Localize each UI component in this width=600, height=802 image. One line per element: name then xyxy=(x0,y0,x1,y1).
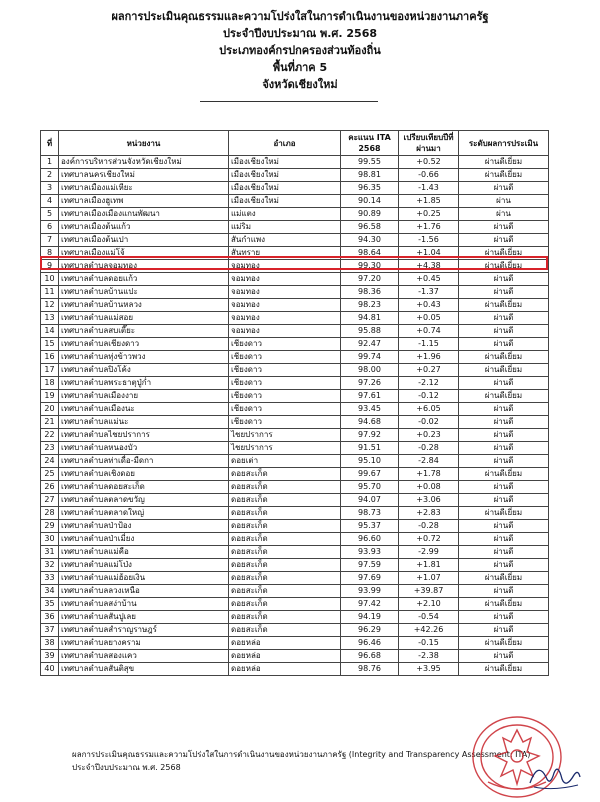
compare-value: -0.12 xyxy=(399,390,459,403)
district-name: ดอยสะเก็ด xyxy=(229,598,341,611)
ita-score: 95.88 xyxy=(341,325,399,338)
compare-value: +42.26 xyxy=(399,624,459,637)
table-row xyxy=(41,221,549,234)
table-row xyxy=(41,520,549,533)
agency-name: เทศบาลเมืองฮูเทพ xyxy=(59,195,229,208)
row-number: 28 xyxy=(41,507,59,520)
compare-value: -1.43 xyxy=(399,182,459,195)
assessment-level: ผ่านดี xyxy=(459,429,549,442)
compare-value: +0.27 xyxy=(399,364,459,377)
row-number: 18 xyxy=(41,377,59,390)
district-name: ดอยสะเก็ด xyxy=(229,520,341,533)
ita-score: 96.35 xyxy=(341,182,399,195)
table-row xyxy=(41,377,549,390)
ita-score: 96.60 xyxy=(341,533,399,546)
row-number: 16 xyxy=(41,351,59,364)
row-number: 2 xyxy=(41,169,59,182)
compare-value: +0.25 xyxy=(399,208,459,221)
table-row xyxy=(41,429,549,442)
title-line-1: ผลการประเมินคุณธรรมและความโปร่งใสในการดำเนินงานของหน่วยงานภาครัฐ xyxy=(111,10,489,23)
ita-score: 94.81 xyxy=(341,312,399,325)
assessment-level: ผ่านดี xyxy=(459,455,549,468)
table-row xyxy=(41,260,549,273)
row-number: 1 xyxy=(41,156,59,169)
assessment-level: ผ่านดี xyxy=(459,481,549,494)
row-number: 9 xyxy=(41,260,59,273)
agency-name: เทศบาลตำบลปิงโค้ง xyxy=(59,364,229,377)
ita-score: 95.10 xyxy=(341,455,399,468)
title-line-2: ประจำปีงบประมาณ พ.ศ. 2568 xyxy=(222,27,378,40)
compare-value: -2.99 xyxy=(399,546,459,559)
assessment-level: ผ่านดี xyxy=(459,403,549,416)
table-row xyxy=(41,455,549,468)
table-row xyxy=(41,234,549,247)
district-name: เชียงดาว xyxy=(229,377,341,390)
table-row xyxy=(41,533,549,546)
row-number: 21 xyxy=(41,416,59,429)
assessment-level: ผ่านดี xyxy=(459,494,549,507)
agency-name: เทศบาลตำบลจอมทอง xyxy=(59,260,229,273)
district-name: ดอยสะเก็ด xyxy=(229,559,341,572)
district-name: สันกำแพง xyxy=(229,234,341,247)
compare-value: -1.56 xyxy=(399,234,459,247)
district-name: จอมทอง xyxy=(229,299,341,312)
district-name: เมืองเชียงใหม่ xyxy=(229,182,341,195)
row-number: 23 xyxy=(41,442,59,455)
assessment-level: ผ่านดี xyxy=(459,585,549,598)
ita-score: 93.99 xyxy=(341,585,399,598)
agency-name: เทศบาลตำบลลวงเหนือ xyxy=(59,585,229,598)
table-row xyxy=(41,390,549,403)
assessment-level: ผ่านดี xyxy=(459,559,549,572)
ita-score: 99.30 xyxy=(341,260,399,273)
row-number: 38 xyxy=(41,637,59,650)
district-name: จอมทอง xyxy=(229,273,341,286)
agency-name: เทศบาลตำบลยางคราม xyxy=(59,637,229,650)
assessment-level: ผ่านดีเยี่ยม xyxy=(459,364,549,377)
assessment-level: ผ่านดี xyxy=(459,273,549,286)
col-header-no: ที่ xyxy=(41,131,59,156)
row-number: 32 xyxy=(41,559,59,572)
ita-score: 96.46 xyxy=(341,637,399,650)
district-name: ดอยหล่อ xyxy=(229,637,341,650)
compare-value: +0.72 xyxy=(399,533,459,546)
ita-score: 98.81 xyxy=(341,169,399,182)
row-number: 20 xyxy=(41,403,59,416)
district-name: เมืองเชียงใหม่ xyxy=(229,195,341,208)
agency-name: เทศบาลตำบลสองแคว xyxy=(59,650,229,663)
compare-value: -2.12 xyxy=(399,377,459,390)
assessment-level: ผ่านดีเยี่ยม xyxy=(459,637,549,650)
ita-score: 94.68 xyxy=(341,416,399,429)
compare-value: +0.08 xyxy=(399,481,459,494)
district-name: ดอยสะเก็ด xyxy=(229,546,341,559)
ita-score: 93.93 xyxy=(341,546,399,559)
ita-score: 95.37 xyxy=(341,520,399,533)
assessment-level: ผ่าน xyxy=(459,195,549,208)
compare-value: +3.06 xyxy=(399,494,459,507)
agency-name: เทศบาลเมืองแม่เหียะ xyxy=(59,182,229,195)
table-body xyxy=(41,156,549,676)
title-line-3: ประเภทองค์กรปกครองส่วนท้องถิ่น xyxy=(219,44,381,57)
compare-value: +2.83 xyxy=(399,507,459,520)
district-name: เชียงดาว xyxy=(229,338,341,351)
col-header-agency: หน่วยงาน xyxy=(59,131,229,156)
footer-line-1: ผลการประเมินคุณธรรมและความโปร่งใสในการดำเนินงานของหน่วยงานภาครัฐ (Integrity and Transparency Assessment: ITA) xyxy=(72,750,531,759)
row-number: 33 xyxy=(41,572,59,585)
compare-value: -1.15 xyxy=(399,338,459,351)
assessment-level: ผ่านดี xyxy=(459,416,549,429)
ita-score: 94.19 xyxy=(341,611,399,624)
assessment-level: ผ่านดี xyxy=(459,325,549,338)
ita-score: 98.23 xyxy=(341,299,399,312)
table-row xyxy=(41,286,549,299)
results-table xyxy=(40,130,549,676)
row-number: 39 xyxy=(41,650,59,663)
agency-name: เทศบาลตำบลพระธาตุปู่ก่ำ xyxy=(59,377,229,390)
ita-score: 93.45 xyxy=(341,403,399,416)
ita-score: 96.68 xyxy=(341,650,399,663)
district-name: ดอยเต่า xyxy=(229,455,341,468)
agency-name: เทศบาลตำบลท่าเดื่อ-มืดกา xyxy=(59,455,229,468)
table-row xyxy=(41,156,549,169)
ita-score: 99.67 xyxy=(341,468,399,481)
assessment-level: ผ่านดี xyxy=(459,286,549,299)
compare-value: +0.43 xyxy=(399,299,459,312)
ita-score: 97.42 xyxy=(341,598,399,611)
assessment-level: ผ่านดีเยี่ยม xyxy=(459,351,549,364)
table-row xyxy=(41,351,549,364)
district-name: ดอยสะเก็ด xyxy=(229,611,341,624)
district-name: เชียงดาว xyxy=(229,403,341,416)
assessment-level: ผ่านดีเยี่ยม xyxy=(459,507,549,520)
table-row xyxy=(41,416,549,429)
agency-name: เทศบาลตำบลสำราญราษฎร์ xyxy=(59,624,229,637)
row-number: 25 xyxy=(41,468,59,481)
district-name: แม่ริม xyxy=(229,221,341,234)
assessment-level: ผ่านดี xyxy=(459,221,549,234)
row-number: 24 xyxy=(41,455,59,468)
compare-value: +0.45 xyxy=(399,273,459,286)
district-name: ดอยหล่อ xyxy=(229,650,341,663)
ita-score: 98.73 xyxy=(341,507,399,520)
row-number: 6 xyxy=(41,221,59,234)
table-row xyxy=(41,559,549,572)
compare-value: +39.87 xyxy=(399,585,459,598)
row-number: 11 xyxy=(41,286,59,299)
agency-name: เทศบาลเมืองต้นเปา xyxy=(59,234,229,247)
compare-value: +1.81 xyxy=(399,559,459,572)
assessment-level: ผ่านดีเยี่ยม xyxy=(459,299,549,312)
compare-value: -0.28 xyxy=(399,442,459,455)
table-row xyxy=(41,611,549,624)
district-name: ไชยปราการ xyxy=(229,442,341,455)
assessment-level: ผ่านดี xyxy=(459,546,549,559)
row-number: 30 xyxy=(41,533,59,546)
row-number: 3 xyxy=(41,182,59,195)
assessment-level: ผ่านดี xyxy=(459,520,549,533)
agency-name: เทศบาลตำบลแม่ฮ้อยเงิน xyxy=(59,572,229,585)
row-number: 10 xyxy=(41,273,59,286)
table-row xyxy=(41,182,549,195)
agency-name: เทศบาลตำบลแม่นะ xyxy=(59,416,229,429)
assessment-level: ผ่านดี xyxy=(459,624,549,637)
table-row xyxy=(41,208,549,221)
agency-name: องค์การบริหารส่วนจังหวัดเชียงใหม่ xyxy=(59,156,229,169)
row-number: 4 xyxy=(41,195,59,208)
assessment-level: ผ่านดีเยี่ยม xyxy=(459,468,549,481)
row-number: 35 xyxy=(41,598,59,611)
assessment-level: ผ่านดีเยี่ยม xyxy=(459,390,549,403)
table-row xyxy=(41,299,549,312)
title-line-5: จังหวัดเชียงใหม่ xyxy=(262,78,338,91)
row-number: 36 xyxy=(41,611,59,624)
compare-value: -0.66 xyxy=(399,169,459,182)
compare-value: +3.95 xyxy=(399,663,459,676)
agency-name: เทศบาลตำบลแม่โป่ง xyxy=(59,559,229,572)
compare-value: +6.05 xyxy=(399,403,459,416)
compare-value: -2.38 xyxy=(399,650,459,663)
agency-name: เทศบาลตำบลตลาดใหญ่ xyxy=(59,507,229,520)
district-name: เมืองเชียงใหม่ xyxy=(229,156,341,169)
ita-score: 96.58 xyxy=(341,221,399,234)
agency-name: เทศบาลตำบลป่าเมี่ยง xyxy=(59,533,229,546)
table-row xyxy=(41,325,549,338)
district-name: ดอยสะเก็ด xyxy=(229,494,341,507)
table-row xyxy=(41,247,549,260)
compare-value: +1.76 xyxy=(399,221,459,234)
row-number: 19 xyxy=(41,390,59,403)
compare-value: -2.84 xyxy=(399,455,459,468)
compare-value: +0.52 xyxy=(399,156,459,169)
row-number: 17 xyxy=(41,364,59,377)
table-row xyxy=(41,572,549,585)
district-name: เชียงดาว xyxy=(229,390,341,403)
compare-value: +1.04 xyxy=(399,247,459,260)
agency-name: เทศบาลตำบลดอยแก้ว xyxy=(59,273,229,286)
assessment-level: ผ่านดี xyxy=(459,533,549,546)
row-number: 34 xyxy=(41,585,59,598)
district-name: ดอยสะเก็ด xyxy=(229,624,341,637)
compare-value: -1.37 xyxy=(399,286,459,299)
assessment-level: ผ่านดี xyxy=(459,611,549,624)
agency-name: เทศบาลตำบลเมืองงาย xyxy=(59,390,229,403)
ita-score: 98.36 xyxy=(341,286,399,299)
agency-name: เทศบาลตำบลป่าป้อง xyxy=(59,520,229,533)
table-row xyxy=(41,468,549,481)
row-number: 31 xyxy=(41,546,59,559)
agency-name: เทศบาลนครเชียงใหม่ xyxy=(59,169,229,182)
agency-name: เทศบาลตำบลไชยปราการ xyxy=(59,429,229,442)
assessment-level: ผ่านดีเยี่ยม xyxy=(459,663,549,676)
table-header-row xyxy=(41,131,549,156)
table-row xyxy=(41,442,549,455)
assessment-level: ผ่านดีเยี่ยม xyxy=(459,169,549,182)
compare-value: +1.96 xyxy=(399,351,459,364)
compare-value: -0.02 xyxy=(399,416,459,429)
col-header-score: คะแนน ITA 2568 xyxy=(341,131,399,156)
compare-value: -0.15 xyxy=(399,637,459,650)
table-row xyxy=(41,312,549,325)
ita-score: 97.92 xyxy=(341,429,399,442)
compare-value: +1.85 xyxy=(399,195,459,208)
ita-score: 90.14 xyxy=(341,195,399,208)
agency-name: เทศบาลตำบลบ้านแปะ xyxy=(59,286,229,299)
assessment-level: ผ่านดี xyxy=(459,650,549,663)
assessment-level: ผ่านดี xyxy=(459,182,549,195)
ita-score: 94.30 xyxy=(341,234,399,247)
ita-score: 98.64 xyxy=(341,247,399,260)
table-row xyxy=(41,494,549,507)
agency-name: เทศบาลตำบลสันติสุข xyxy=(59,663,229,676)
table-row xyxy=(41,637,549,650)
ita-score: 90.89 xyxy=(341,208,399,221)
compare-value: +1.78 xyxy=(399,468,459,481)
ita-score: 98.76 xyxy=(341,663,399,676)
district-name: แม่แตง xyxy=(229,208,341,221)
district-name: เชียงดาว xyxy=(229,364,341,377)
compare-value: +1.07 xyxy=(399,572,459,585)
compare-value: -0.54 xyxy=(399,611,459,624)
header-divider xyxy=(200,101,378,102)
assessment-level: ผ่านดี xyxy=(459,234,549,247)
district-name: ดอยหล่อ xyxy=(229,663,341,676)
row-number: 40 xyxy=(41,663,59,676)
district-name: ดอยสะเก็ด xyxy=(229,481,341,494)
district-name: เชียงดาว xyxy=(229,416,341,429)
district-name: ดอยสะเก็ด xyxy=(229,507,341,520)
district-name: เชียงดาว xyxy=(229,351,341,364)
assessment-level: ผ่านดี xyxy=(459,377,549,390)
agency-name: เทศบาลตำบลสบเตี๊ยะ xyxy=(59,325,229,338)
row-number: 8 xyxy=(41,247,59,260)
agency-name: เทศบาลตำบลแม่คือ xyxy=(59,546,229,559)
assessment-level: ผ่านดีเยี่ยม xyxy=(459,260,549,273)
ita-score: 98.00 xyxy=(341,364,399,377)
table-row xyxy=(41,481,549,494)
row-number: 27 xyxy=(41,494,59,507)
table-row xyxy=(41,624,549,637)
table-row xyxy=(41,546,549,559)
compare-value: +0.05 xyxy=(399,312,459,325)
row-number: 5 xyxy=(41,208,59,221)
district-name: ดอยสะเก็ด xyxy=(229,468,341,481)
agency-name: เทศบาลตำบลตลาดขวัญ xyxy=(59,494,229,507)
compare-value: +2.10 xyxy=(399,598,459,611)
agency-name: เทศบาลเมืองแม่โจ้ xyxy=(59,247,229,260)
agency-name: เทศบาลตำบลหนองบัว xyxy=(59,442,229,455)
district-name: ดอยสะเก็ด xyxy=(229,533,341,546)
district-name: เมืองเชียงใหม่ xyxy=(229,169,341,182)
agency-name: เทศบาลตำบลสันปูเลย xyxy=(59,611,229,624)
district-name: จอมทอง xyxy=(229,286,341,299)
assessment-level: ผ่านดี xyxy=(459,312,549,325)
agency-name: เทศบาลตำบลดอยสะเก็ด xyxy=(59,481,229,494)
assessment-level: ผ่านดี xyxy=(459,338,549,351)
table-row xyxy=(41,663,549,676)
ita-score: 97.20 xyxy=(341,273,399,286)
agency-name: เทศบาลตำบลเมืองนะ xyxy=(59,403,229,416)
table-row xyxy=(41,403,549,416)
district-name: สันทราย xyxy=(229,247,341,260)
ita-score: 99.74 xyxy=(341,351,399,364)
agency-name: เทศบาลเมืองต้นแก้ว xyxy=(59,221,229,234)
table-row xyxy=(41,195,549,208)
assessment-level: ผ่านดีเยี่ยม xyxy=(459,572,549,585)
ita-score: 97.26 xyxy=(341,377,399,390)
assessment-level: ผ่านดีเยี่ยม xyxy=(459,598,549,611)
ita-score: 96.29 xyxy=(341,624,399,637)
table-row xyxy=(41,364,549,377)
document-header xyxy=(0,8,600,93)
ita-score: 91.51 xyxy=(341,442,399,455)
col-header-district: อำเภอ xyxy=(229,131,341,156)
agency-name: เทศบาลตำบลทุ่งข้าวพวง xyxy=(59,351,229,364)
district-name: จอมทอง xyxy=(229,260,341,273)
row-number: 15 xyxy=(41,338,59,351)
assessment-level: ผ่าน xyxy=(459,208,549,221)
compare-value: +4.38 xyxy=(399,260,459,273)
row-number: 29 xyxy=(41,520,59,533)
row-number: 7 xyxy=(41,234,59,247)
assessment-level: ผ่านดีเยี่ยม xyxy=(459,247,549,260)
table-row xyxy=(41,507,549,520)
footer-line-2: ประจำปีงบประมาณ พ.ศ. 2568 xyxy=(72,763,181,772)
district-name: จอมทอง xyxy=(229,325,341,338)
row-number: 22 xyxy=(41,429,59,442)
district-name: ดอยสะเก็ด xyxy=(229,585,341,598)
table-row xyxy=(41,169,549,182)
table-row xyxy=(41,650,549,663)
row-number: 13 xyxy=(41,312,59,325)
ita-score: 99.55 xyxy=(341,156,399,169)
agency-name: เทศบาลตำบลเชิงดอย xyxy=(59,468,229,481)
col-header-compare: เปรียบเทียบปีที่ผ่านมา xyxy=(399,131,459,156)
col-header-level: ระดับผลการประเมิน xyxy=(459,131,549,156)
ita-score: 92.47 xyxy=(341,338,399,351)
agency-name: เทศบาลตำบลแม่สอย xyxy=(59,312,229,325)
agency-name: เทศบาลเมืองเมืองแกนพัฒนา xyxy=(59,208,229,221)
row-number: 14 xyxy=(41,325,59,338)
ita-score: 97.69 xyxy=(341,572,399,585)
ita-score: 95.70 xyxy=(341,481,399,494)
compare-value: +0.23 xyxy=(399,429,459,442)
row-number: 26 xyxy=(41,481,59,494)
agency-name: เทศบาลตำบลสง่าบ้าน xyxy=(59,598,229,611)
ita-score: 97.59 xyxy=(341,559,399,572)
district-name: ดอยสะเก็ด xyxy=(229,572,341,585)
ita-score: 97.61 xyxy=(341,390,399,403)
compare-value: -0.28 xyxy=(399,520,459,533)
table-row xyxy=(41,273,549,286)
table-row xyxy=(41,338,549,351)
agency-name: เทศบาลตำบลบ้านหลวง xyxy=(59,299,229,312)
compare-value: +0.74 xyxy=(399,325,459,338)
ita-score: 94.07 xyxy=(341,494,399,507)
assessment-level: ผ่านดี xyxy=(459,442,549,455)
signature-icon xyxy=(524,755,584,795)
title-line-4: พื้นที่ภาค 5 xyxy=(272,61,328,74)
district-name: จอมทอง xyxy=(229,312,341,325)
agency-name: เทศบาลตำบลเชียงดาว xyxy=(59,338,229,351)
table-row xyxy=(41,585,549,598)
row-number: 37 xyxy=(41,624,59,637)
table-row xyxy=(41,598,549,611)
assessment-level: ผ่านดีเยี่ยม xyxy=(459,156,549,169)
district-name: ไชยปราการ xyxy=(229,429,341,442)
row-number: 12 xyxy=(41,299,59,312)
